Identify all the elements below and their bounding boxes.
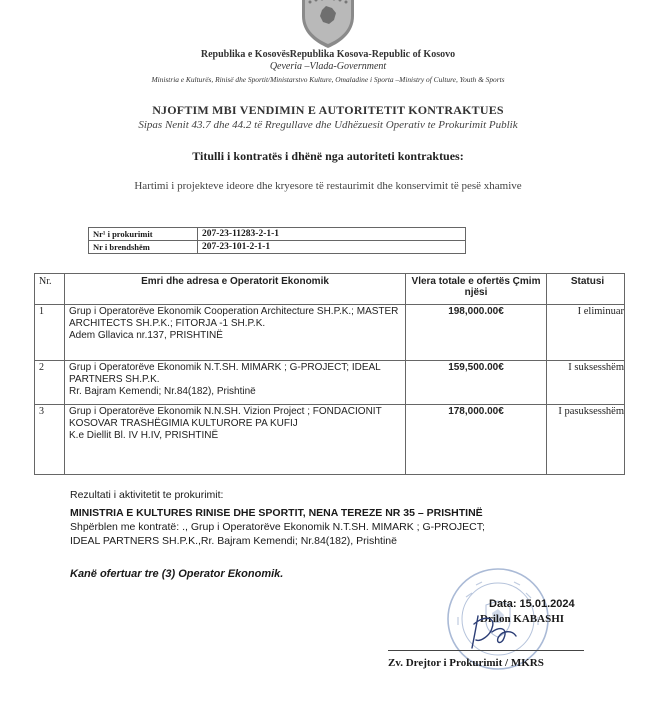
procurement-number-value: 207-23-11283-2-1-1: [198, 228, 466, 241]
table-header-row: [35, 274, 625, 305]
result-heading: Rezultati i aktivitetit te prokurimit:: [70, 489, 224, 501]
awarded-line-2: IDEAL PARTNERS SH.P.K.,Rr. Bajram Kemendi; Nr.84(182), Prishtinë: [70, 535, 397, 547]
contract-title: Hartimi i projekteve ideore dhe kryesore të restaurimit dhe konservimit të pesë xhamive: [134, 180, 522, 192]
signer-role: Zv. Drejtor i Prokurimit / MKRS: [388, 657, 544, 669]
table-row: [35, 305, 625, 361]
offer-value: 198,000.00€: [406, 305, 547, 361]
signature-line: [388, 650, 584, 651]
signer-name: Drilon KABASHI: [480, 613, 565, 625]
header-country: Republika e KosovësRepublika Kosova-Republic of Kosovo: [200, 49, 456, 60]
operator-cell: [65, 361, 406, 405]
reference-row: [89, 228, 466, 241]
procurement-number-label: Nr¹ i prokurimit: [89, 228, 198, 241]
operator-name: Grup i Operatorëve Ekonomik Cooperation Architecture SH.P.K.; MASTER ARCHITECTS SH.P.K.; FITORJA -1 SH.P.K.: [69, 306, 399, 329]
notice-subtitle: Sipas Nenit 43.7 dhe 44.2 të Rregullave dhe Udhëzuesit Operativ te Prokurimit Publik: [138, 119, 518, 131]
internal-number-value: 207-23-101-2-1-1: [198, 241, 466, 254]
kosovo-coat-of-arms-icon: [296, 0, 360, 48]
signature-date: Data: 15.01.2024: [489, 598, 575, 610]
header-government: Qeveria –Vlada-Government: [269, 61, 387, 72]
contracting-authority: MINISTRIA E KULTURES RINISE DHE SPORTIT, NENA TEREZE NR 35 – PRISHTINË: [70, 507, 483, 519]
row-number: 3: [35, 405, 65, 475]
operator-cell: [65, 405, 406, 475]
status-badge: I eliminuar: [547, 305, 625, 361]
handwritten-signature-icon: [456, 604, 536, 654]
column-header-name: Emri dhe adresa e Operatorit Ekonomik: [65, 274, 406, 305]
operator-address: K.e Diellit Bl. IV H.IV, PRISHTINË: [69, 430, 219, 441]
table-row: [35, 361, 625, 405]
row-number: 2: [35, 361, 65, 405]
column-header-status: Statusi: [547, 274, 625, 305]
status-badge: I pasuksesshëm: [547, 405, 625, 475]
offer-value: 178,000.00€: [406, 405, 547, 475]
row-number: 1: [35, 305, 65, 361]
table-row: [35, 405, 625, 475]
offer-value: 159,500.00€: [406, 361, 547, 405]
operator-name: Grup i Operatorëve Ekonomik N.N.SH. Vizion Project ; FONDACIONIT KOSOVAR TRASHËGIMIA KULTURORE PA KUFIJ: [69, 406, 382, 429]
operators-table: [34, 273, 625, 475]
column-header-nr: Nr.: [35, 274, 65, 305]
contract-heading: Titulli i kontratës i dhënë nga autoriteti kontraktues:: [192, 149, 464, 163]
status-badge: I suksesshëm: [547, 361, 625, 405]
reference-row: [89, 241, 466, 254]
header-ministry: Ministria e Kulturës, Rinisë dhe Sportit/Ministarstvo Kulture, Omaladine i Sporta –Ministry of Culture, Youth & Sports: [151, 75, 505, 84]
offers-count: Kanë ofertuar tre (3) Operator Ekonomik.: [70, 568, 284, 580]
awarded-line-1: Shpërblen me kontratë: ., Grup i Operatorëve Ekonomik N.T.SH. MIMARK ; G-PROJECT;: [70, 521, 485, 533]
operator-address: Rr. Bajram Kemendi; Nr.84(182), Prishtinë: [69, 386, 256, 397]
column-header-value: Vlera totale e ofertës Çmim njësi: [406, 274, 547, 305]
notice-title: NJOFTIM MBI VENDIMIN E AUTORITETIT KONTRAKTUES: [152, 103, 504, 117]
operator-cell: [65, 305, 406, 361]
reference-table: [88, 227, 466, 254]
operator-address: Adem Gllavica nr.137, PRISHTINË: [69, 330, 223, 341]
internal-number-label: Nr i brendshëm: [89, 241, 198, 254]
operator-name: Grup i Operatorëve Ekonomik N.T.SH. MIMARK ; G-PROJECT; IDEAL PARTNERS SH.P.K.: [69, 362, 381, 385]
